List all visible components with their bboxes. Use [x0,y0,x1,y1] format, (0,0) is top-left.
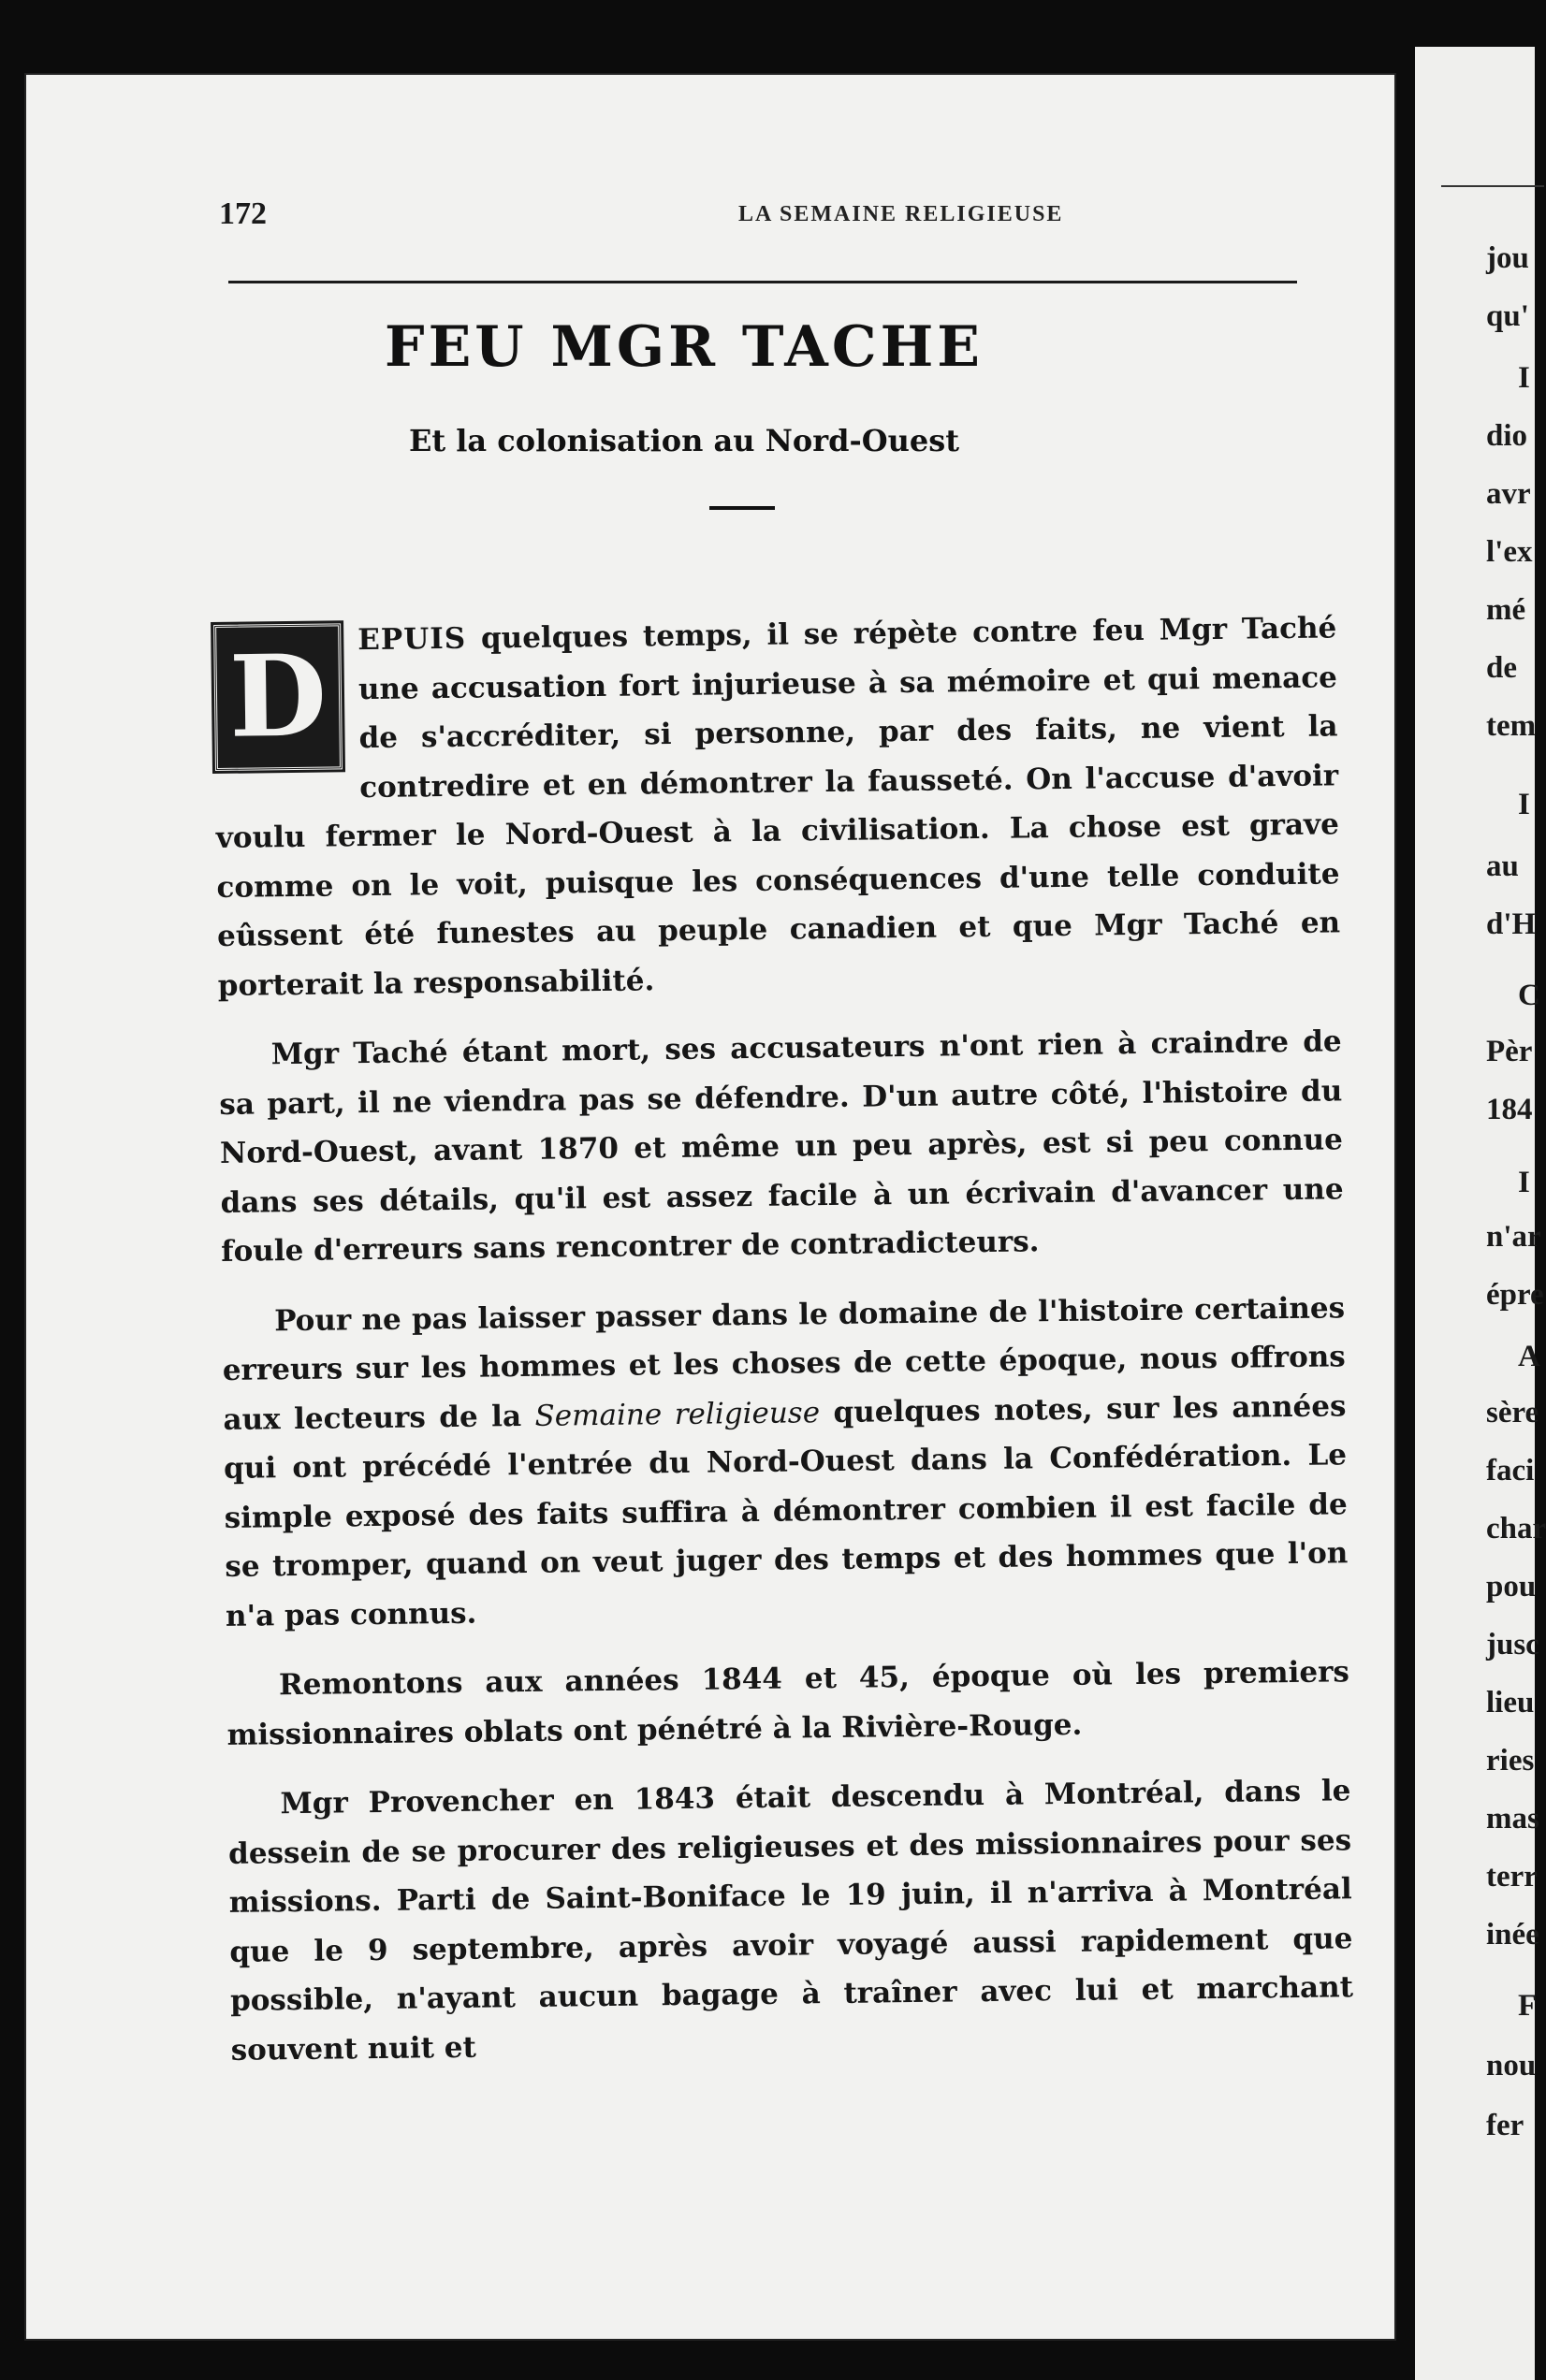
facing-page-fragment: d'H [1486,907,1537,941]
facing-page-fragment: tem [1486,709,1537,743]
facing-page-fragment: n'ar [1486,1220,1541,1254]
facing-page-fragment: dio [1486,419,1528,453]
facing-page [1415,47,1546,2380]
page-header [191,195,1305,236]
header-rule [228,281,1297,283]
paragraph: Remontons aux années 1844 et 45, époque où les premiers missionnaires oblats ont pénétré à la Rivière-Rouge. [226,1655,1350,1752]
running-head: LA SEMAINE RELIGIEUSE [738,202,1064,226]
facing-page-fragment: ries [1486,1744,1535,1778]
facing-page-fragment: l'ex [1486,535,1533,569]
paragraph: Mgr Taché étant mort, ses accusateurs n'ont rien à craindre de sa part, il ne viendra pas se défendre. D'un autre côté, l'histoire du Nord-Ouest, avant 1870 et même un peu après, est si peu connue dans ses détails, qu'il est assez facile à un écrivain d'avancer une foule d'erreurs sans rencontrer de contradicteurs. [219,1024,1344,1269]
facing-page-fragment: inée [1486,1918,1539,1952]
facing-page-fragment: F [1518,1989,1538,2023]
article-body [213,603,1354,2096]
article-title: FEU MGR TACHE [384,314,984,380]
facing-page-fragment: I [1518,788,1530,821]
facing-page-fragment: I [1518,361,1530,395]
facing-page-fragment: C [1518,979,1540,1012]
title-divider [709,506,775,510]
facing-page-fragment: nou [1486,2049,1537,2082]
publication-title: Semaine religieuse [534,1395,821,1433]
facing-page-fragment: pou [1486,1570,1537,1604]
facing-page-fragment: A [1518,1340,1540,1373]
paragraph-text: quelques temps, il se répète contre feu Mgr Taché une accusation fort injurieuse à sa mémoire et qui menace de s'accréditer, si personne, par des faits, ne vient la contredire et en démontrer la fausseté. On l'accuse d'avoir voulu fermer le Nord-Ouest à la civilisation. La chose est grave comme on le voit, puisque les conséquences d'une telle conduite eûssent été funestes au peuple canadien et que Mgr Taché en porterait la responsabilité. [215,611,1341,1003]
paragraph [222,1284,1349,1641]
facing-page-fragment: terr [1486,1860,1538,1894]
paragraph: Mgr Provencher en 1843 était descendu à Montréal, dans le dessein de se procurer des religieuses et des missionnaires pour ses missions. Parti de Saint-Boniface le 19 juin, il n'arriva à Montréal que le 9 septembre, après avoir voyagé aussi rapidement que possible, n'ayant aucun bagage à traîner avec lui et marchant souvent nuit et [227,1774,1354,2068]
drop-cap: D [213,623,343,771]
facing-page-fragment: char [1486,1512,1546,1546]
facing-page-fragment: faci [1486,1454,1535,1488]
facing-page-fragment: jou [1486,241,1529,275]
facing-page-fragment: mé [1486,593,1526,627]
facing-page-fragment: I [1518,1166,1530,1199]
page-number: 172 [219,196,267,231]
facing-page-fragment: de [1486,651,1517,685]
facing-page-fragment: 184 [1486,1093,1533,1126]
facing-page-fragment: fer [1486,2109,1524,2142]
facing-page-fragment: qu' [1486,299,1529,333]
article-subtitle: Et la colonisation au Nord-Ouest [408,423,960,458]
facing-page-fragment: au [1486,849,1519,883]
facing-page-fragment: sère [1486,1396,1539,1429]
lead-word: EPUIS [357,621,467,658]
facing-page-fragment: épre [1486,1278,1544,1312]
paragraph-text: quelques notes, sur les années qui ont précédé l'entrée du Nord-Ouest dans la Confédération. Le simple exposé des faits suffira à démontrer combien il est facile de se tromper, quand on veut juger des temps et des hommes que l'on n'a pas connus. [223,1388,1349,1633]
facing-page-fragment: mas [1486,1802,1539,1836]
facing-page-rule [1441,185,1544,187]
facing-page-fragment: avr [1486,477,1531,511]
facing-page-fragment: jusc [1486,1628,1539,1662]
paragraph [213,603,1341,1010]
facing-page-fragment: lieu [1486,1686,1535,1720]
paragraph-text: Pour ne pas laisser passer dans le domaine de l'histoire certaines erreurs sur les hommes et les choses de cette époque, nous offrons aux lecteurs de la [222,1290,1346,1437]
facing-page-fragment: Pèr [1486,1035,1533,1068]
